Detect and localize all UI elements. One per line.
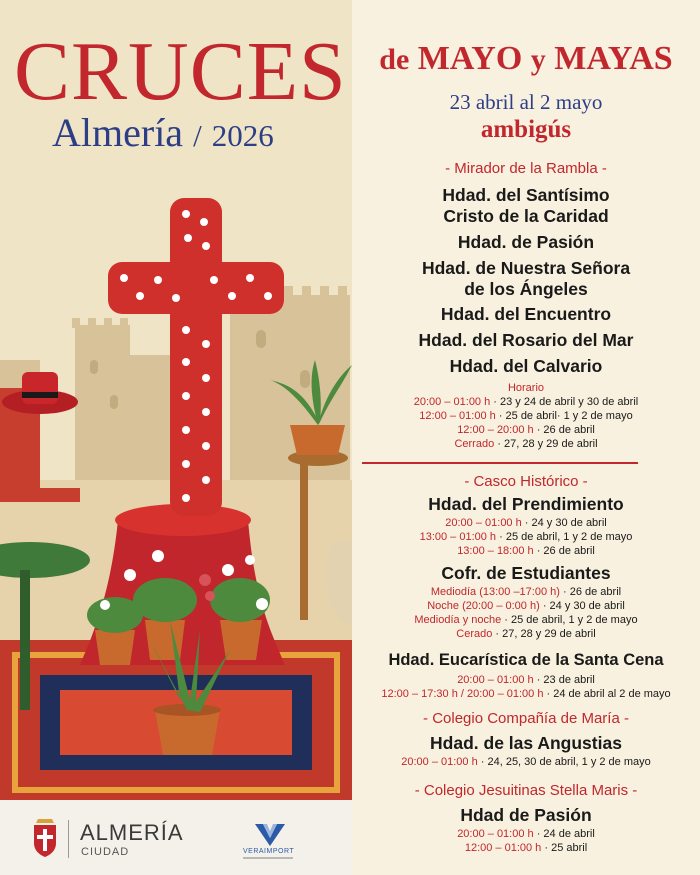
hermandad-name: Hdad. del Prendimiento (428, 494, 624, 514)
schedule-row: Mediodía y noche · 25 de abril, 1 y 2 de mayo (414, 614, 638, 626)
hermandad-name: Hdad. de Pasión (457, 232, 595, 252)
logo-separator (68, 820, 69, 858)
header-ambigus: ambigús (480, 116, 572, 143)
schedule-panel (352, 0, 700, 875)
veraimport-logo-icon (253, 822, 287, 848)
schedule-row: 20:00 – 01:00 h · 24 de abril (457, 828, 595, 840)
hermandad-name: Hdad de Pasión (460, 805, 592, 825)
schedule-row: 20:00 – 01:00 h · 24, 25, 30 de abril, 1 y 2 de mayo (401, 756, 651, 768)
horario-label: Horario (507, 382, 545, 394)
header-dates: 23 abril al 2 mayo (449, 90, 603, 114)
header-y: y (530, 43, 546, 76)
schedule-row: 13:00 – 01:00 h · 25 de abril, 1 y 2 de mayo (419, 531, 633, 543)
schedule-row: Cerrado · 27, 28 y 29 de abril (454, 438, 598, 450)
city-logo-name: ALMERÍA (80, 820, 184, 845)
hermandad-name: Hdad. Eucarística de la Santa Cena (388, 651, 664, 669)
logo-bar (0, 800, 352, 875)
header-mayas: MAYAS (554, 40, 673, 77)
poster-title: CRUCES (14, 25, 347, 118)
city-crest-icon (32, 817, 58, 859)
schedule-row: 12:00 – 17:30 h / 20:00 – 01:00 h · 24 de abril al 2 de mayo (381, 688, 671, 700)
poster-subtitle (52, 110, 274, 155)
header-de: de (379, 43, 410, 76)
sponsor-tagline-line (243, 857, 293, 859)
sponsor-name: VERAIMPORT (243, 848, 295, 855)
hermandad-name: Cofr. de Estudiantes (441, 563, 611, 583)
city-name: Almería (52, 110, 184, 155)
hermandad-name: Hdad. del Calvario (449, 356, 603, 376)
year-separator: / (193, 118, 202, 153)
schedule-row: 12:00 – 01:00 h · 25 abril (464, 842, 588, 854)
schedule-row: Cerado · 27, 28 y 29 de abril (456, 628, 596, 640)
schedule-row: 20:00 – 01:00 h · 24 y 30 de abril (445, 517, 607, 529)
hermandad-name: de los Ángeles (464, 279, 588, 299)
section-title: - Casco Histórico - (464, 473, 588, 490)
section-divider (362, 462, 638, 464)
hermandad-name: Hdad. de las Angustias (430, 733, 622, 753)
header-mayo: MAYO (417, 40, 523, 77)
schedule-row: Mediodía (13:00 –17:00 h) · 26 de abril (430, 586, 622, 598)
schedule-row: 20:00 – 01:00 h · 23 y 24 de abril y 30 de abril (413, 396, 639, 408)
schedule-row: 20:00 – 01:00 h · 23 de abril (457, 674, 595, 686)
schedule-row: Noche (20:00 – 0:00 h) · 24 y 30 de abril (427, 600, 625, 612)
section-title: - Colegio Compañía de María - (423, 710, 629, 727)
hermandad-name: Hdad. del Encuentro (440, 304, 612, 324)
section-title: - Mirador de la Rambla - (445, 160, 607, 177)
poster-year: 2026 (211, 118, 274, 153)
section-title: - Colegio Jesuitinas Stella Maris - (414, 782, 638, 799)
schedule-row: 12:00 – 01:00 h · 25 de abril· 1 y 2 de mayo (419, 410, 633, 422)
hermandad-name: Hdad. de Nuestra Señora (421, 258, 631, 278)
schedule-row: 12:00 – 20:00 h · 26 de abril (457, 424, 595, 436)
hermandad-name: Cristo de la Caridad (443, 206, 609, 226)
header-title (352, 42, 700, 76)
schedule-row: 13:00 – 18:00 h · 26 de abril (457, 545, 595, 557)
hermandad-name: Hdad. del Rosario del Mar (418, 330, 634, 350)
hermandad-name: Hdad. del Santísimo (442, 185, 610, 205)
city-logo-sub: CIUDAD (81, 846, 130, 858)
